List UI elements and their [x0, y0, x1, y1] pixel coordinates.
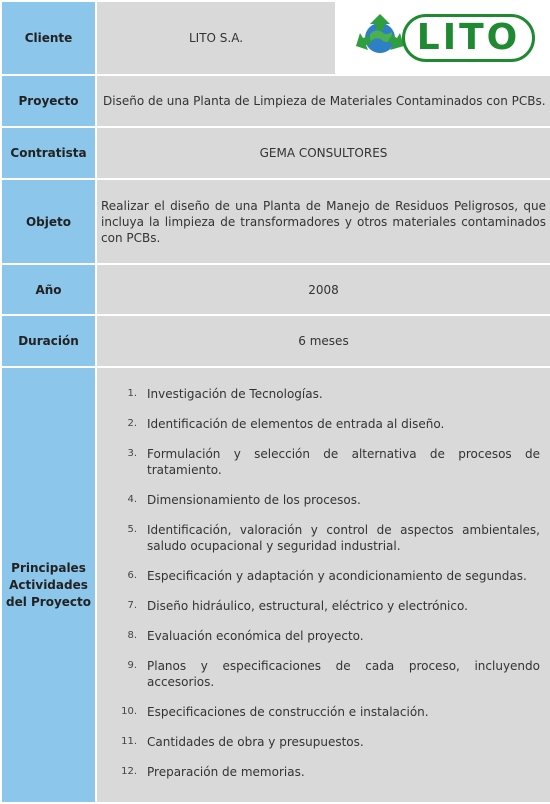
row-duracion	[1, 315, 550, 367]
row-anio	[1, 264, 550, 315]
activity-item	[97, 492, 540, 508]
row-contratista	[1, 127, 550, 179]
activity-number: 12.	[121, 766, 137, 777]
activity-number: 6.	[127, 570, 137, 581]
activity-item	[97, 522, 540, 554]
activity-item	[97, 734, 540, 750]
objeto-value: Realizar el diseño de una Planta de Manejo de Residuos Peligrosos, que incluya la limpieza de transformadores y otros materiales contaminados con PCBs.	[101, 198, 546, 245]
activity-number: 9.	[127, 660, 137, 671]
activity-text: Preparación de memorias.	[147, 765, 305, 779]
activity-text: Especificación y adaptación y acondicionamiento de segundas.	[147, 569, 527, 583]
client-logo	[336, 1, 550, 75]
activity-item	[97, 446, 540, 478]
activity-text: Diseño hidráulico, estructural, eléctrico y electrónico.	[147, 599, 468, 613]
activity-number: 1.	[127, 388, 137, 399]
activity-text: Dimensionamiento de los procesos.	[147, 493, 361, 507]
activity-number: 10.	[121, 706, 137, 717]
duracion-value: 6 meses	[96, 315, 550, 367]
activity-number: 4.	[127, 494, 137, 505]
logo-wordmark: LITO	[402, 14, 536, 62]
actividades-cell	[96, 367, 550, 803]
activity-text: Planos y especificaciones de cada proceso, incluyendo accesorios.	[147, 659, 540, 689]
activity-number: 3.	[127, 448, 137, 459]
row-actividades	[1, 367, 550, 803]
activity-number: 7.	[127, 600, 137, 611]
cliente-label: Cliente	[1, 1, 96, 75]
actividades-label-line3: del Proyecto	[5, 594, 92, 609]
activity-item	[97, 628, 540, 644]
actividades-label-line1: Principales	[11, 560, 86, 575]
recycle-globe-icon	[352, 10, 408, 66]
anio-label: Año	[1, 264, 96, 315]
objeto-label: Objeto	[1, 179, 96, 264]
actividades-label-line2: Actividades	[9, 577, 88, 592]
duracion-label: Duración	[1, 315, 96, 367]
activity-item	[97, 416, 540, 432]
activity-text: Cantidades de obra y presupuestos.	[147, 735, 364, 749]
activity-item	[97, 658, 540, 690]
activity-number: 8.	[127, 630, 137, 641]
activity-text: Identificación, valoración y control de aspectos ambientales, saludo ocupacional y seguridad industrial.	[147, 523, 540, 553]
anio-value: 2008	[96, 264, 550, 315]
activity-number: 11.	[121, 736, 137, 747]
activity-number: 2.	[127, 418, 137, 429]
activity-text: Evaluación económica del proyecto.	[147, 629, 364, 643]
actividades-label	[1, 367, 96, 803]
activity-text: Identificación de elementos de entrada al diseño.	[147, 417, 445, 431]
activity-item	[97, 764, 540, 780]
contratista-value: GEMA CONSULTORES	[96, 127, 550, 179]
proyecto-label: Proyecto	[1, 75, 96, 127]
objeto-cell	[96, 179, 550, 264]
activity-item	[97, 386, 540, 402]
activity-text: Especificaciones de construcción e instalación.	[147, 705, 429, 719]
activities-list	[97, 380, 550, 790]
row-objeto	[1, 179, 550, 264]
proyecto-value: Diseño de una Planta de Limpieza de Materiales Contaminados con PCBs.	[96, 75, 550, 127]
cliente-value: LITO S.A.	[96, 1, 336, 75]
row-proyecto	[1, 75, 550, 127]
activity-text: Formulación y selección de alternativa de procesos de tratamiento.	[147, 447, 540, 477]
activity-item	[97, 704, 540, 720]
activity-item	[97, 568, 540, 584]
activity-item	[97, 598, 540, 614]
contratista-label: Contratista	[1, 127, 96, 179]
lito-logo	[352, 8, 536, 68]
activity-text: Investigación de Tecnologías.	[147, 387, 323, 401]
row-cliente	[1, 1, 550, 75]
activity-number: 5.	[127, 524, 137, 535]
